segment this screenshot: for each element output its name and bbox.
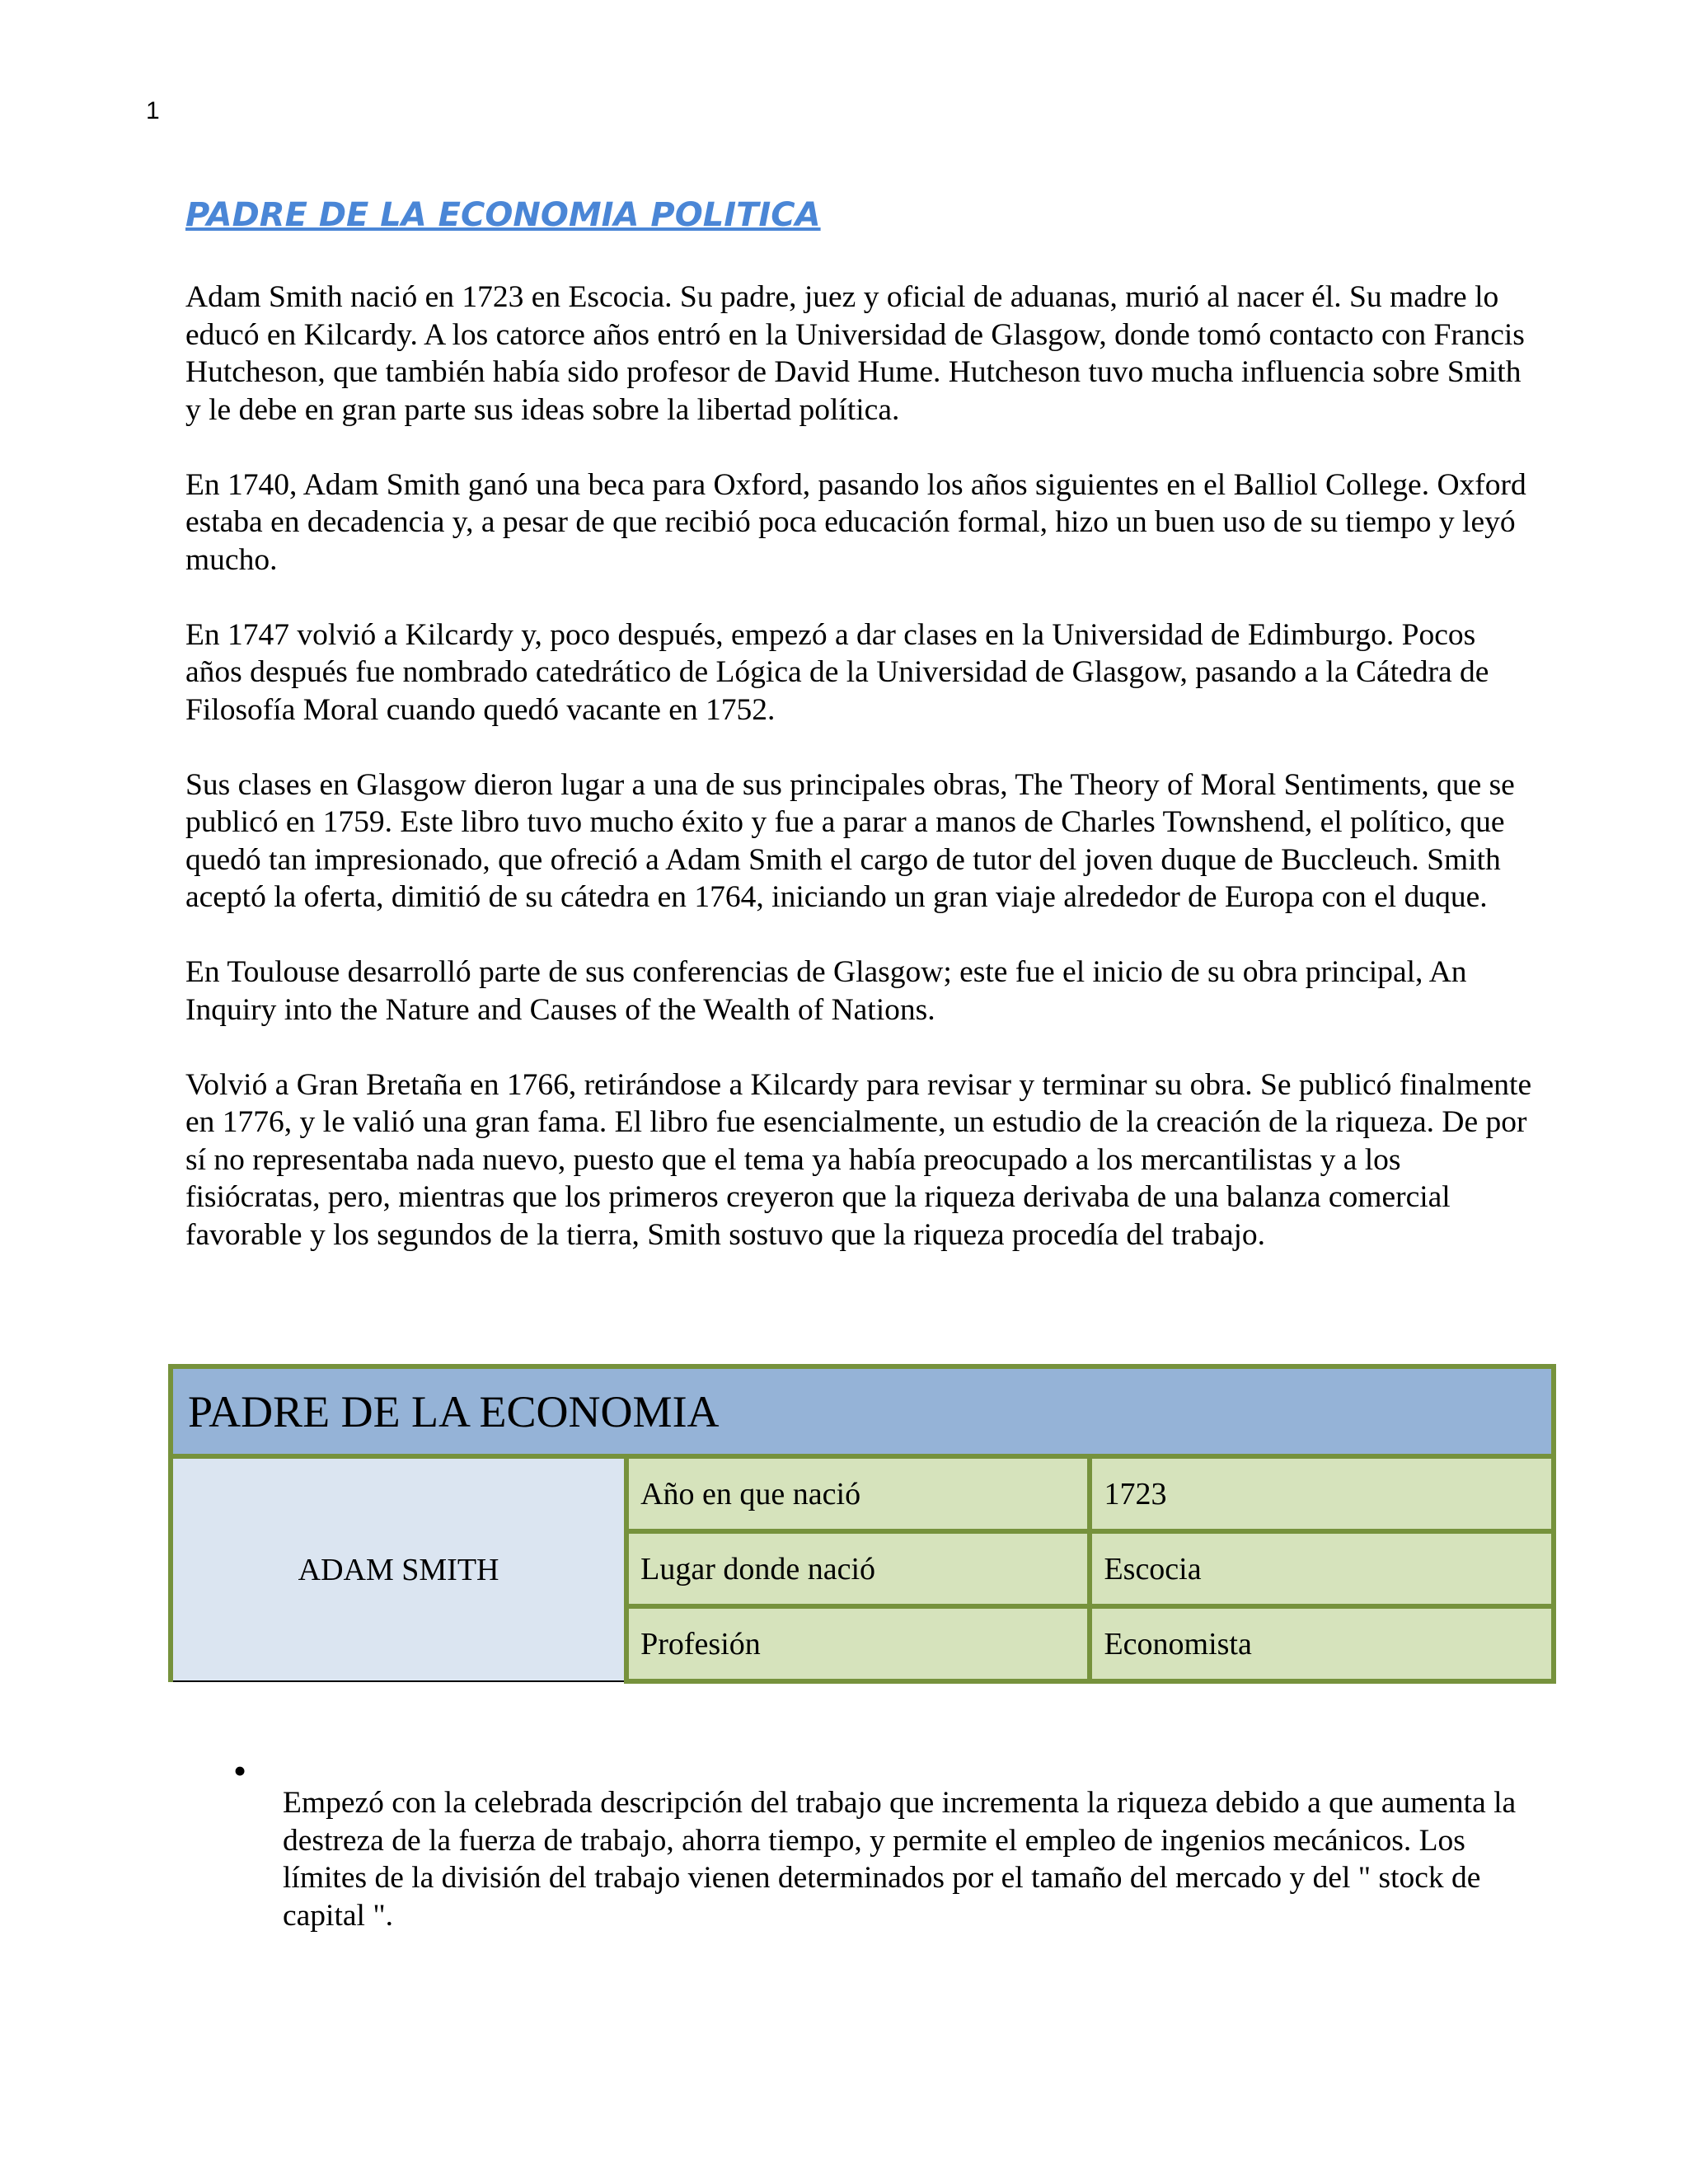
row-label: Profesión	[626, 1606, 1090, 1681]
paragraph: Sus clases en Glasgow dieron lugar a una de sus principales obras, The Theory of Moral Sentiments, que se publicó en 1759. Este libro tuvo mucho éxito y fue a parar a manos de Charles Townshend, el político, que quedó tan impresionado, que ofreció a Adam Smith el cargo de tutor del joven duque de Buccleuch. Smith aceptó la oferta, dimitió de su cátedra en 1764, iniciando un gran viaje alrededor de Europa con el duque.	[185, 767, 1515, 914]
row-label: Lugar donde nació	[626, 1531, 1090, 1606]
paragraph: Adam Smith nació en 1723 en Escocia. Su padre, juez y oficial de aduanas, murió al nacer él. Su madre lo educó en Kilcardy. A los catorce años entró en la Universidad de Glasgow, donde tomó contacto con Francis Hutcheson, que también había sido profesor de David Hume. Hutcheson tuvo mucha influencia sobre Smith y le debe en gran parte sus ideas sobre la libertad política.	[185, 280, 1525, 427]
table-header: PADRE DE LA ECONOMIA	[171, 1366, 1554, 1456]
paragraph: En 1747 volvió a Kilcardy y, poco después, empezó a dar clases en la Universidad de Edimburgo. Pocos años después fue nombrado catedrático de Lógica de la Universidad de Glasgow, pasando a la Cátedra de Filosofía Moral cuando quedó vacante en 1752.	[185, 617, 1489, 727]
bullet-text: Empezó con la celebrada descripción del trabajo que incrementa la riqueza debido a que aumenta la destreza de la fuerza de trabajo, ahorra tiempo, y permite el empleo de ingenios mecánicos. Los límites de la división del trabajo vienen determinados por el tamaño del mercado y del " stock de capital ".	[283, 1786, 1517, 1933]
paragraph: En Toulouse desarrolló parte de sus conferencias de Glasgow; este fue el inicio de su obra principal, An Inquiry into the Nature and Causes of the Wealth of Nations.	[185, 955, 1467, 1027]
row-value: Escocia	[1090, 1531, 1554, 1606]
body-text	[185, 279, 1537, 1291]
row-value: 1723	[1090, 1456, 1554, 1531]
page-number: 1	[146, 97, 160, 124]
person-name: ADAM SMITH	[171, 1456, 626, 1681]
bullet-marker: •	[233, 1750, 247, 1792]
row-value: Economista	[1090, 1606, 1554, 1681]
row-label: Año en que nació	[626, 1456, 1090, 1531]
paragraph: Volvió a Gran Bretaña en 1766, retirándose a Kilcardy para revisar y terminar su obra. Se publicó finalmente en 1776, y le valió una gran fama. El libro fue esencialmente, un estudio de la creación de la riqueza. De por sí no representaba nada nuevo, puesto que el tema ya había preocupado a los mercantilistas y a los fisiócratas, pero, mientras que los primeros creyeron que la riqueza derivaba de una balanza comercial favorable y los segundos de la tierra, Smith sostuvo que la riqueza procedía del trabajo.	[185, 1067, 1532, 1252]
paragraph: En 1740, Adam Smith ganó una beca para Oxford, pasando los años siguientes en el Balliol College. Oxford estaba en decadencia y, a pesar de que recibió poca educación formal, hizo un buen uso de su tiempo y leyó mucho.	[185, 467, 1526, 577]
table-row	[171, 1456, 1554, 1531]
info-table	[168, 1364, 1556, 1684]
page-title: PADRE DE LA ECONOMIA POLITICA	[185, 196, 821, 234]
table-header-row	[171, 1366, 1554, 1456]
